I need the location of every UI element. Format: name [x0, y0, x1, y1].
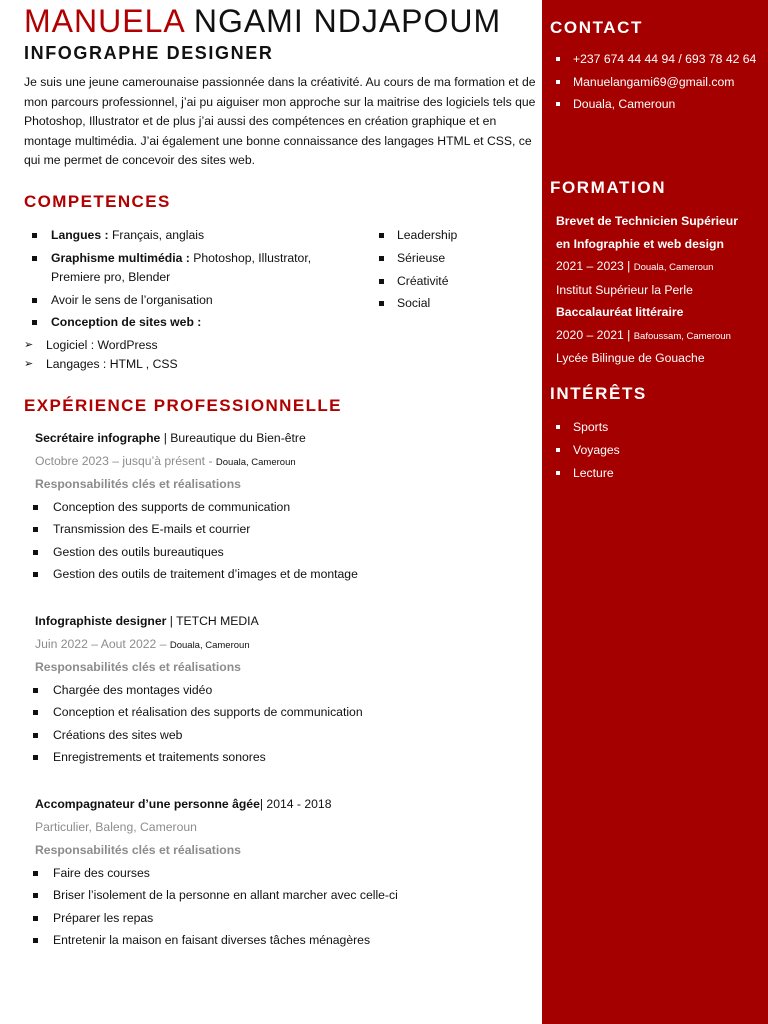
sub-skill-item: ➢ Langages : HTML , CSS: [24, 355, 354, 375]
job-dates: Particulier, Baleng, Cameroun: [35, 819, 197, 834]
formation-degree: Brevet de Technicien Supérieur: [556, 214, 738, 228]
soft-skill-item: Leadership: [371, 226, 531, 246]
task-item: Transmission des E-mails et courrier: [25, 520, 535, 540]
contact-list: [542, 50, 762, 118]
interest-item: Lecture: [542, 464, 762, 484]
task-item: Conception des supports de communication: [25, 498, 535, 518]
job-entry: [35, 612, 535, 771]
responsibilities-label: Responsabilités clés et réalisations: [35, 843, 241, 857]
skill-item: Avoir le sens de l’organisation: [24, 291, 354, 311]
job-title-line: Accompagnateur d’une personne âgée| 2014 - 2018: [35, 797, 332, 811]
skill-item: Conception de sites web :: [24, 313, 354, 333]
email-item[interactable]: Manuelangami69@gmail.com: [542, 73, 762, 93]
soft-skill-item: Social: [371, 294, 531, 314]
last-name: NGAMI NDJAPOUM: [193, 3, 502, 39]
skill-item: Langues : Français, anglais: [24, 226, 354, 246]
phone-item: +237 674 44 44 94 / 693 78 42 64: [542, 50, 762, 70]
formation-school: Institut Supérieur la Perle: [556, 282, 693, 297]
skill-item: Graphisme multimédia : Photoshop, Illustrator, Premiere pro, Blender: [24, 249, 354, 288]
responsibilities-label: Responsabilités clés et réalisations: [35, 660, 241, 674]
experience-heading: EXPÉRIENCE PROFESSIONNELLE: [24, 396, 342, 415]
task-item: Conception et réalisation des supports de communication: [25, 703, 535, 723]
skills-right: [371, 226, 531, 317]
city-item: Douala, Cameroun: [542, 95, 762, 115]
job-title-line: Secrétaire infographe | Bureautique du Bien-être: [35, 431, 306, 445]
formation-heading: FORMATION: [550, 178, 667, 197]
formation-dates: 2020 – 2021 | Bafoussam, Cameroun: [556, 327, 731, 342]
formation-degree: Baccalauréat littéraire: [556, 305, 684, 319]
skills-left: [24, 226, 354, 375]
task-item: Gestion des outils bureautiques: [25, 543, 535, 563]
intro-paragraph: Je suis une jeune camerounaise passionnée dans la créativité. Au cours de ma formation et de mon parcours professionnel, j’ai pu aiguiser mon approche sur la maitrise des logiciels tels que Photoshop, Illustrator et de plus j’ai aussi des compétences en création graphique et en montage multimédia. J’ai également une bonne connaissance des langages HTML et CSS, ce qui me permet de concevoir des sites web.: [24, 75, 536, 167]
competences-heading: COMPETENCES: [24, 192, 171, 211]
task-item: Briser l’isolement de la personne en allant marcher avec celle-ci: [25, 886, 535, 906]
full-name: [24, 2, 501, 40]
task-item: Faire des courses: [25, 864, 535, 884]
task-item: Gestion des outils de traitement d’images et de montage: [25, 565, 535, 585]
task-item: Entretenir la maison en faisant diverses tâches ménagères: [25, 931, 535, 951]
formation-block: [556, 212, 762, 372]
soft-skill-item: Sérieuse: [371, 249, 531, 269]
soft-skill-item: Créativité: [371, 272, 531, 292]
job-title-line: Infographiste designer | TETCH MEDIA: [35, 614, 259, 628]
interest-item: Voyages: [542, 441, 762, 461]
formation-school: Lycée Bilingue de Gouache: [556, 351, 705, 365]
first-name: MANUELA: [24, 3, 184, 39]
sub-skill-item: ➢ Logiciel : WordPress: [24, 336, 354, 356]
job-entry: [35, 795, 535, 954]
task-item: Enregistrements et traitements sonores: [25, 748, 535, 768]
web-sub-list: [24, 336, 354, 375]
interest-item: Sports: [542, 418, 762, 438]
job-dates: Juin 2022 – Aout 2022 – Douala, Cameroun: [35, 636, 250, 651]
interets-heading: INTÉRÊTS: [550, 384, 647, 403]
task-item: Créations des sites web: [25, 726, 535, 746]
responsibilities-label: Responsabilités clés et réalisations: [35, 477, 241, 491]
formation-dates: 2021 – 2023 | Douala, Cameroun: [556, 259, 714, 273]
job-dates: Octobre 2023 – jusqu’à présent - Douala, Cameroun: [35, 453, 296, 468]
contact-heading: CONTACT: [550, 18, 644, 37]
sidebar: [542, 0, 768, 1024]
interets-list: [542, 418, 762, 487]
job-title: INFOGRAPHE DESIGNER: [24, 43, 274, 63]
formation-degree: en Infographie et web design: [556, 236, 724, 251]
job-entry: [35, 429, 535, 588]
task-item: Chargée des montages vidéo: [25, 681, 535, 701]
task-item: Préparer les repas: [25, 909, 535, 929]
